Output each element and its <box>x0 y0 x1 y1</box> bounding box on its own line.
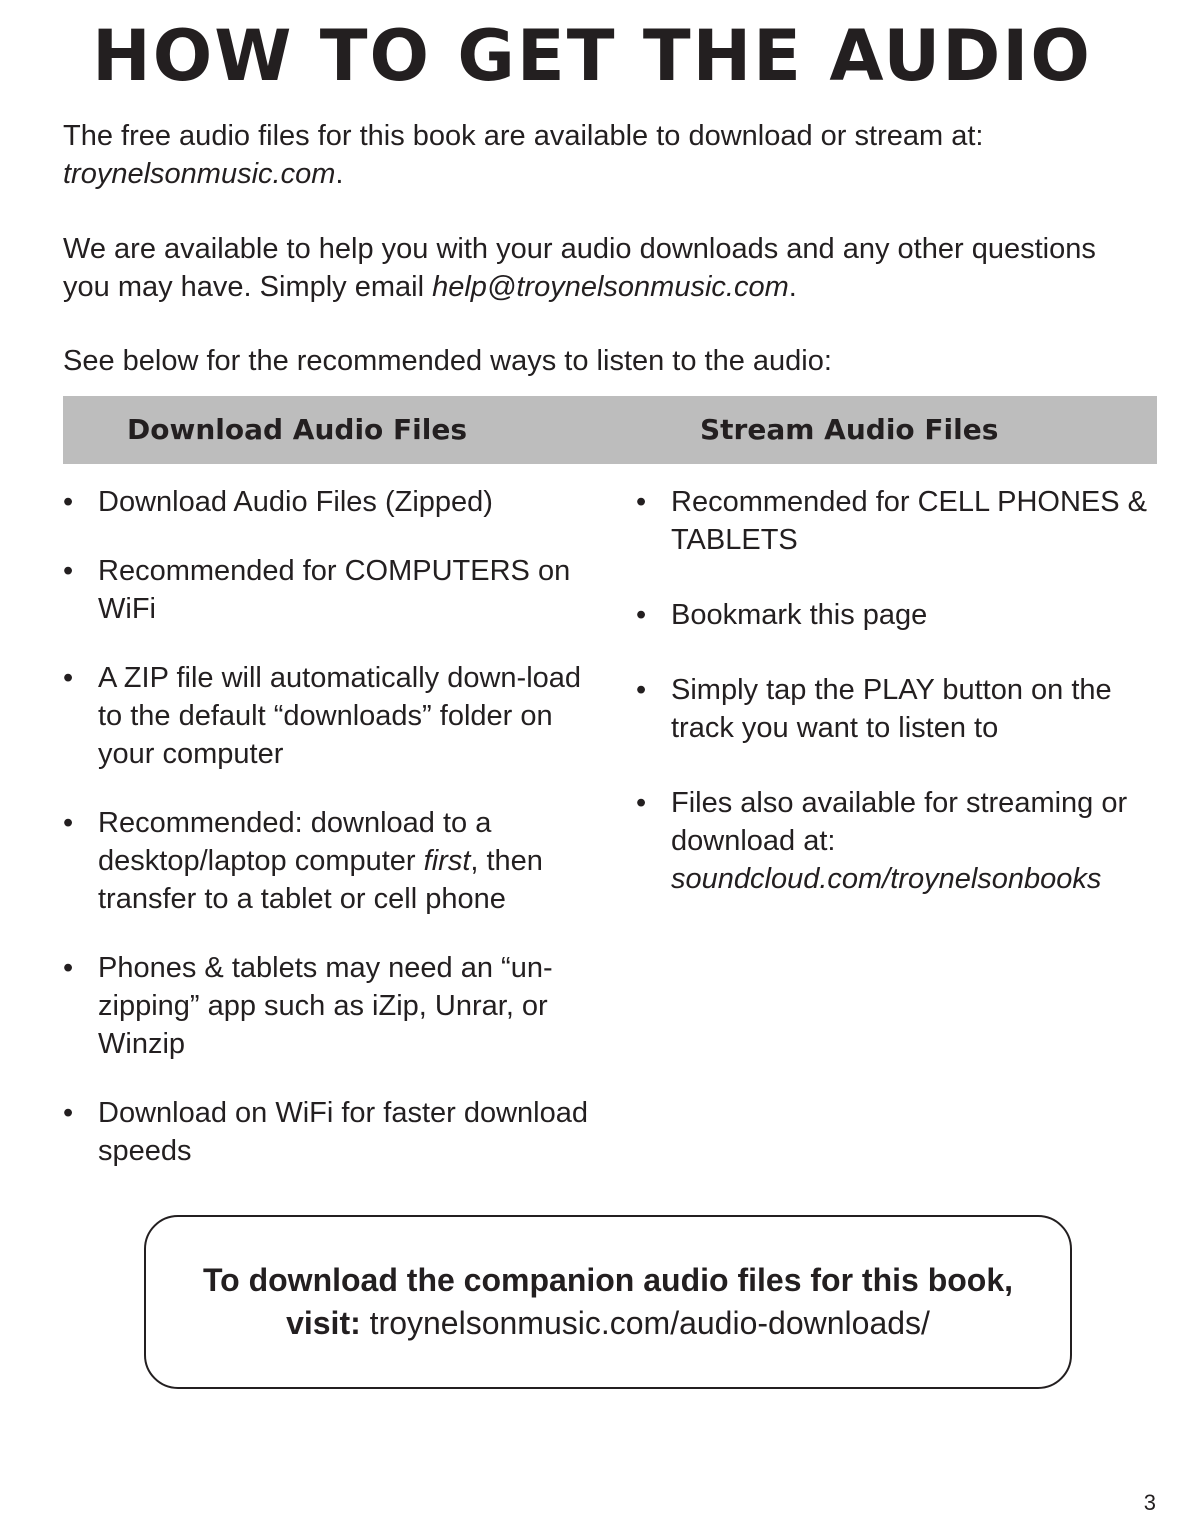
bullet-icon: • <box>63 662 74 694</box>
download-item-text: A ZIP file will automatically down-load to the default “downloads” folder on your computer <box>98 662 582 770</box>
list-item <box>63 483 603 521</box>
help-email-link[interactable]: help@troynelsonmusic.com <box>432 271 789 303</box>
bullet-icon: • <box>63 486 74 518</box>
soundcloud-link[interactable]: soundcloud.com/troynelsonbooks <box>671 863 1102 895</box>
bullet-icon: • <box>63 555 74 587</box>
stream-item-text: Simply tap the PLAY button on the track you want to listen to <box>671 674 1112 744</box>
download-item-text-before: Recommended: download to a desktop/laptop computer <box>98 807 492 877</box>
list-item <box>63 552 603 628</box>
list-item <box>63 1094 603 1170</box>
notice-download-link[interactable]: troynelsonmusic.com/audio-downloads/ <box>369 1305 930 1341</box>
help-text: We are available to help you with your audio downloads and any other questions you may have. Simply email <box>63 233 1096 303</box>
stream-item-text: Recommended for CELL PHONES & TABLETS <box>671 486 1148 556</box>
list-item <box>63 659 603 773</box>
download-item-text: Download Audio Files (Zipped) <box>98 486 493 518</box>
list-item <box>63 949 603 1063</box>
list-item <box>636 784 1166 898</box>
help-paragraph <box>63 230 1143 306</box>
intro-text: The free audio files for this book are available to download or stream at: <box>63 120 984 152</box>
stream-item-text: Bookmark this page <box>671 599 928 631</box>
stream-list <box>636 483 1166 935</box>
see-below-text: See below for the recommended ways to listen to the audio: <box>63 345 832 377</box>
intro-period: . <box>335 158 344 190</box>
notice-visit-label: visit: <box>286 1305 361 1341</box>
notice-line-2 <box>146 1302 1070 1344</box>
intro-site-link[interactable]: troynelsonmusic.com <box>63 158 336 190</box>
bullet-icon: • <box>63 1097 74 1129</box>
help-period: . <box>788 271 797 303</box>
bullet-icon: • <box>636 599 647 631</box>
stream-item-text: Files also available for streaming or download at: <box>671 787 1128 857</box>
intro-paragraph <box>63 117 1143 193</box>
stream-column-header: Stream Audio Files <box>700 413 999 446</box>
download-item-text-after: , then transfer to a tablet or cell phone <box>98 845 543 915</box>
list-item <box>636 483 1166 559</box>
list-item <box>636 596 1166 634</box>
download-item-text: Download on WiFi for faster download speeds <box>98 1097 589 1167</box>
bullet-icon: • <box>636 486 647 518</box>
page-title: HOW TO GET THE AUDIO <box>92 15 1092 97</box>
list-item <box>63 804 603 918</box>
download-item-text: Phones & tablets may need an “un-zipping” app such as iZip, Unrar, or Winzip <box>98 952 553 1060</box>
download-column-header: Download Audio Files <box>127 413 468 446</box>
bullet-icon: • <box>63 952 74 984</box>
bullet-icon: • <box>63 807 74 839</box>
download-notice-box <box>144 1215 1072 1389</box>
download-list <box>63 483 603 1201</box>
bullet-icon: • <box>636 787 647 819</box>
page-number: 3 <box>1143 1490 1156 1515</box>
list-item <box>636 671 1166 747</box>
notice-line-1: To download the companion audio files for this book, <box>202 1262 1014 1298</box>
bullet-icon: • <box>636 674 647 706</box>
download-item-text: Recommended for COMPUTERS on WiFi <box>98 555 571 625</box>
download-item-emphasis: first <box>423 845 471 877</box>
